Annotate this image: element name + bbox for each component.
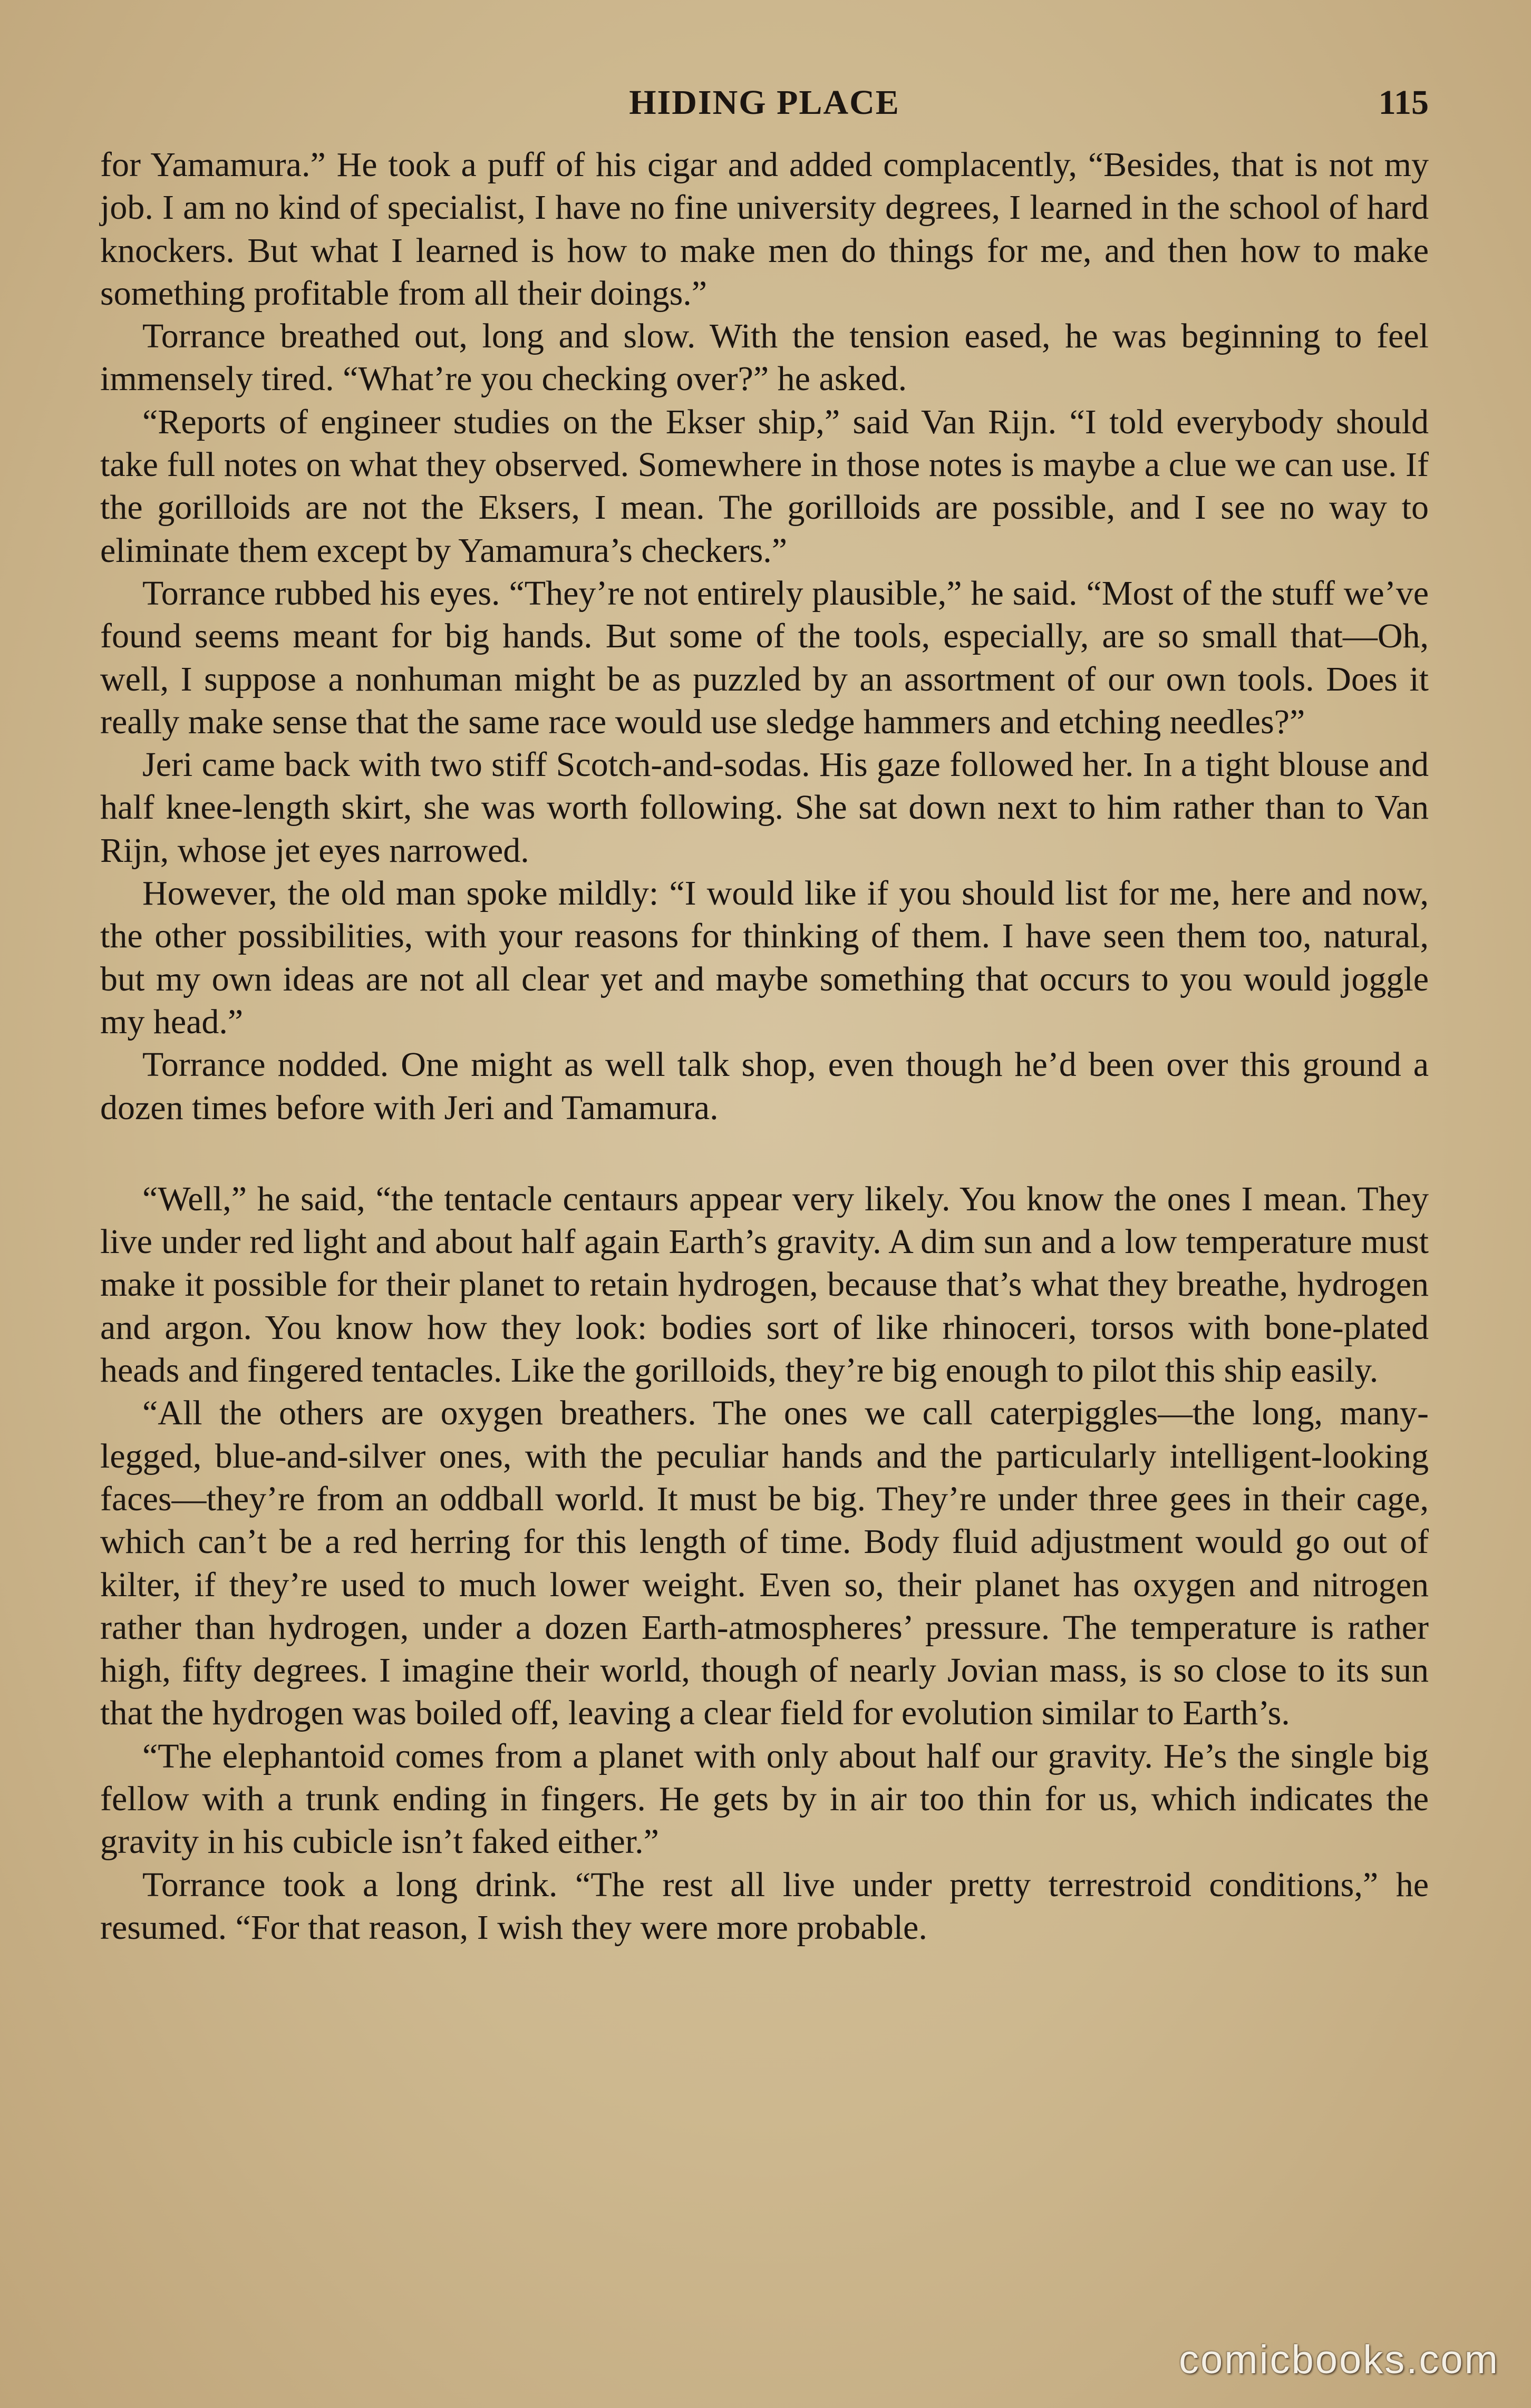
running-head: HIDING PLACE	[629, 83, 900, 122]
section-break	[100, 1129, 1429, 1178]
watermark: comicbooks.com	[1179, 2337, 1499, 2382]
paragraph: However, the old man spoke mildly: “I would like if you should list for me, here and now, the other possibilities, with your reasons for thinking of them. I have seen them too, natural, but my own ideas are not all clear yet and maybe something that occurs to you would joggle my head.”	[100, 874, 1429, 1041]
page-header	[100, 79, 1429, 127]
paragraph: Jeri came back with two stiff Scotch-and-sodas. His gaze followed her. In a tight blouse and half knee-length skirt, she was worth following. She sat down next to him rather than to Van Rijn, whose jet eyes narrowed.	[100, 745, 1429, 870]
paragraph: “Well,” he said, “the tentacle centaurs appear very likely. You know the ones I mean. They live under red light and about half again Earth’s gravity. A dim sun and a low temperature must make it possible for their planet to retain hydrogen, because that’s what they breathe, hydrogen and argon. You know how they look: bodies sort of like rhinoceri, torsos with bone-plated heads and fingered tentacles. Like the gorilloids, they’re big enough to pilot this ship easily.	[100, 1179, 1429, 1390]
paragraph: Torrance nodded. One might as well talk shop, even though he’d been over this ground a dozen times before with Jeri and Tamamura.	[100, 1045, 1429, 1127]
paragraph: “The elephantoid comes from a planet with only about half our gravity. He’s the single big fellow with a trunk ending in fingers. He gets by in air too thin for us, which indicates the gravity in his cubicle isn’t faked either.”	[100, 1736, 1429, 1861]
paragraph: “All the others are oxygen breathers. The ones we call caterpiggles—the long, many-legged, blue-and-silver ones, with the peculiar hands and the particularly intelligent-looking faces—they’re from an oddball world. It must be big. They’re under three gees in their cage, which can’t be a red herring for this length of time. Body fluid adjustment would go out of kilter, if they’re used to much lower weight. Even so, their planet has oxygen and nitrogen rather than hydrogen, under a dozen Earth-atmospheres’ pressure. The temperature is rather high, fifty degrees. I imagine their world, though of nearly Jovian mass, is so close to its sun that the hydrogen was boiled off, leaving a clear field for evolution similar to Earth’s.	[100, 1394, 1429, 1733]
page-number: 115	[1378, 83, 1429, 122]
paragraph: “Reports of engineer studies on the Ekser ship,” said Van Rijn. “I told everybody should take full notes on what they observed. Somewhere in those notes is maybe a clue we can use. If the gorilloids are not the Eksers, I mean. The gorilloids are possible, and I see no way to eliminate them except by Yamamura’s checkers.”	[100, 402, 1429, 570]
paragraph: Torrance rubbed his eyes. “They’re not entirely plausible,” he said. “Most of the stuff we’ve found seems meant for big hands. But some of the tools, especially, are so small that—Oh, well, I suppose a nonhuman might be as puzzled by an assortment of our own tools. Does it really make sense that the same race would use sledge hammers and etching needles?”	[100, 574, 1429, 741]
paragraph: for Yamamura.” He took a puff of his cigar and added complacently, “Besides, that is not my job. I am no kind of specialist, I have no fine university degrees, I learned in the school of hard knockers. But what I learned is how to make men do things for me, and then how to make something profitable from all their doings.”	[100, 145, 1429, 313]
paragraph: Torrance took a long drink. “The rest all live under pretty terrestroid conditions,” he resumed. “For that reason, I wish they were more probable.	[100, 1865, 1429, 1947]
paragraph: Torrance breathed out, long and slow. With the tension eased, he was beginning to feel immensely tired. “What’re you checking over?” he asked.	[100, 317, 1429, 399]
body-text	[100, 143, 1429, 1949]
